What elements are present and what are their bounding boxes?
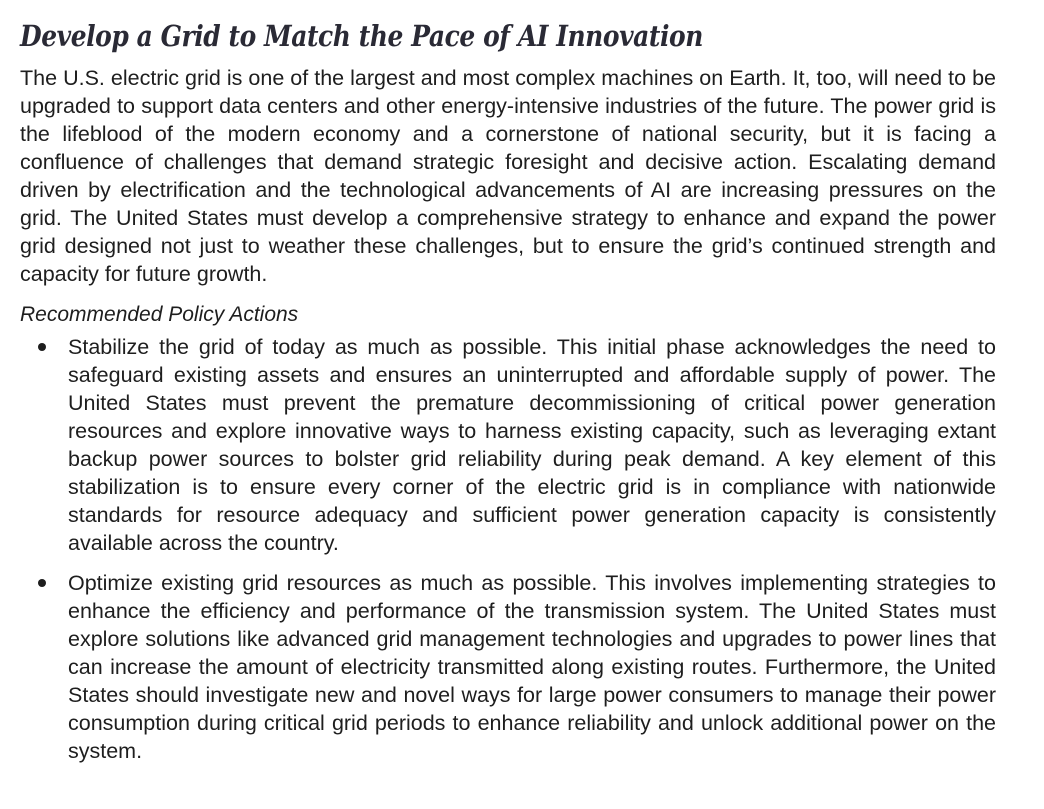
- bullet-icon: [38, 579, 46, 587]
- policy-actions-list: [20, 333, 996, 765]
- section-heading: Develop a Grid to Match the Pace of AI Innovation: [20, 19, 703, 53]
- intro-paragraph: The U.S. electric grid is one of the largest and most complex machines on Earth. It, too, will need to be upgraded to support data centers and other energy-intensive industries of the future. The power grid is the lifeblood of the modern economy and a cornerstone of national security, but it is facing a confluence of challenges that demand strategic foresight and decisive action. Escalating demand driven by electrification and the technological advancements of AI are increasing pressures on the grid. The United States must develop a comprehensive strategy to enhance and expand the power grid designed not just to weather these challenges, but to ensure the grid’s continued strength and capacity for future growth.: [20, 66, 996, 286]
- bullet-text-optimize: Optimize existing grid resources as much as possible. This involves implementing strategies to enhance the efficiency and performance of the transmission system. The United States must explore solutions like advanced grid management technologies and upgrades to power lines that can increase the amount of electricity transmitted along existing routes. Furthermore, the United States should investigate new and novel ways for large power consumers to manage their power consumption during critical grid periods to enhance reliability and unlock additional power on the system.: [68, 571, 996, 763]
- list-item: [20, 333, 996, 557]
- document-page: [20, 14, 996, 777]
- policy-actions-subheading: Recommended Policy Actions: [20, 303, 299, 326]
- bullet-text-stabilize: Stabilize the grid of today as much as possible. This initial phase acknowledges the need to safeguard existing assets and ensures an uninterrupted and affordable supply of power. The United States must prevent the premature decommissioning of critical power generation resources and explore innovative ways to harness existing capacity, such as leveraging extant backup power sources to bolster grid reliability during peak demand. A key element of this stabilization is to ensure every corner of the electric grid is in compliance with nationwide standards for resource adequacy and sufficient power generation capacity is consistently available across the country.: [68, 335, 996, 555]
- list-item: [20, 569, 996, 765]
- bullet-icon: [38, 343, 46, 351]
